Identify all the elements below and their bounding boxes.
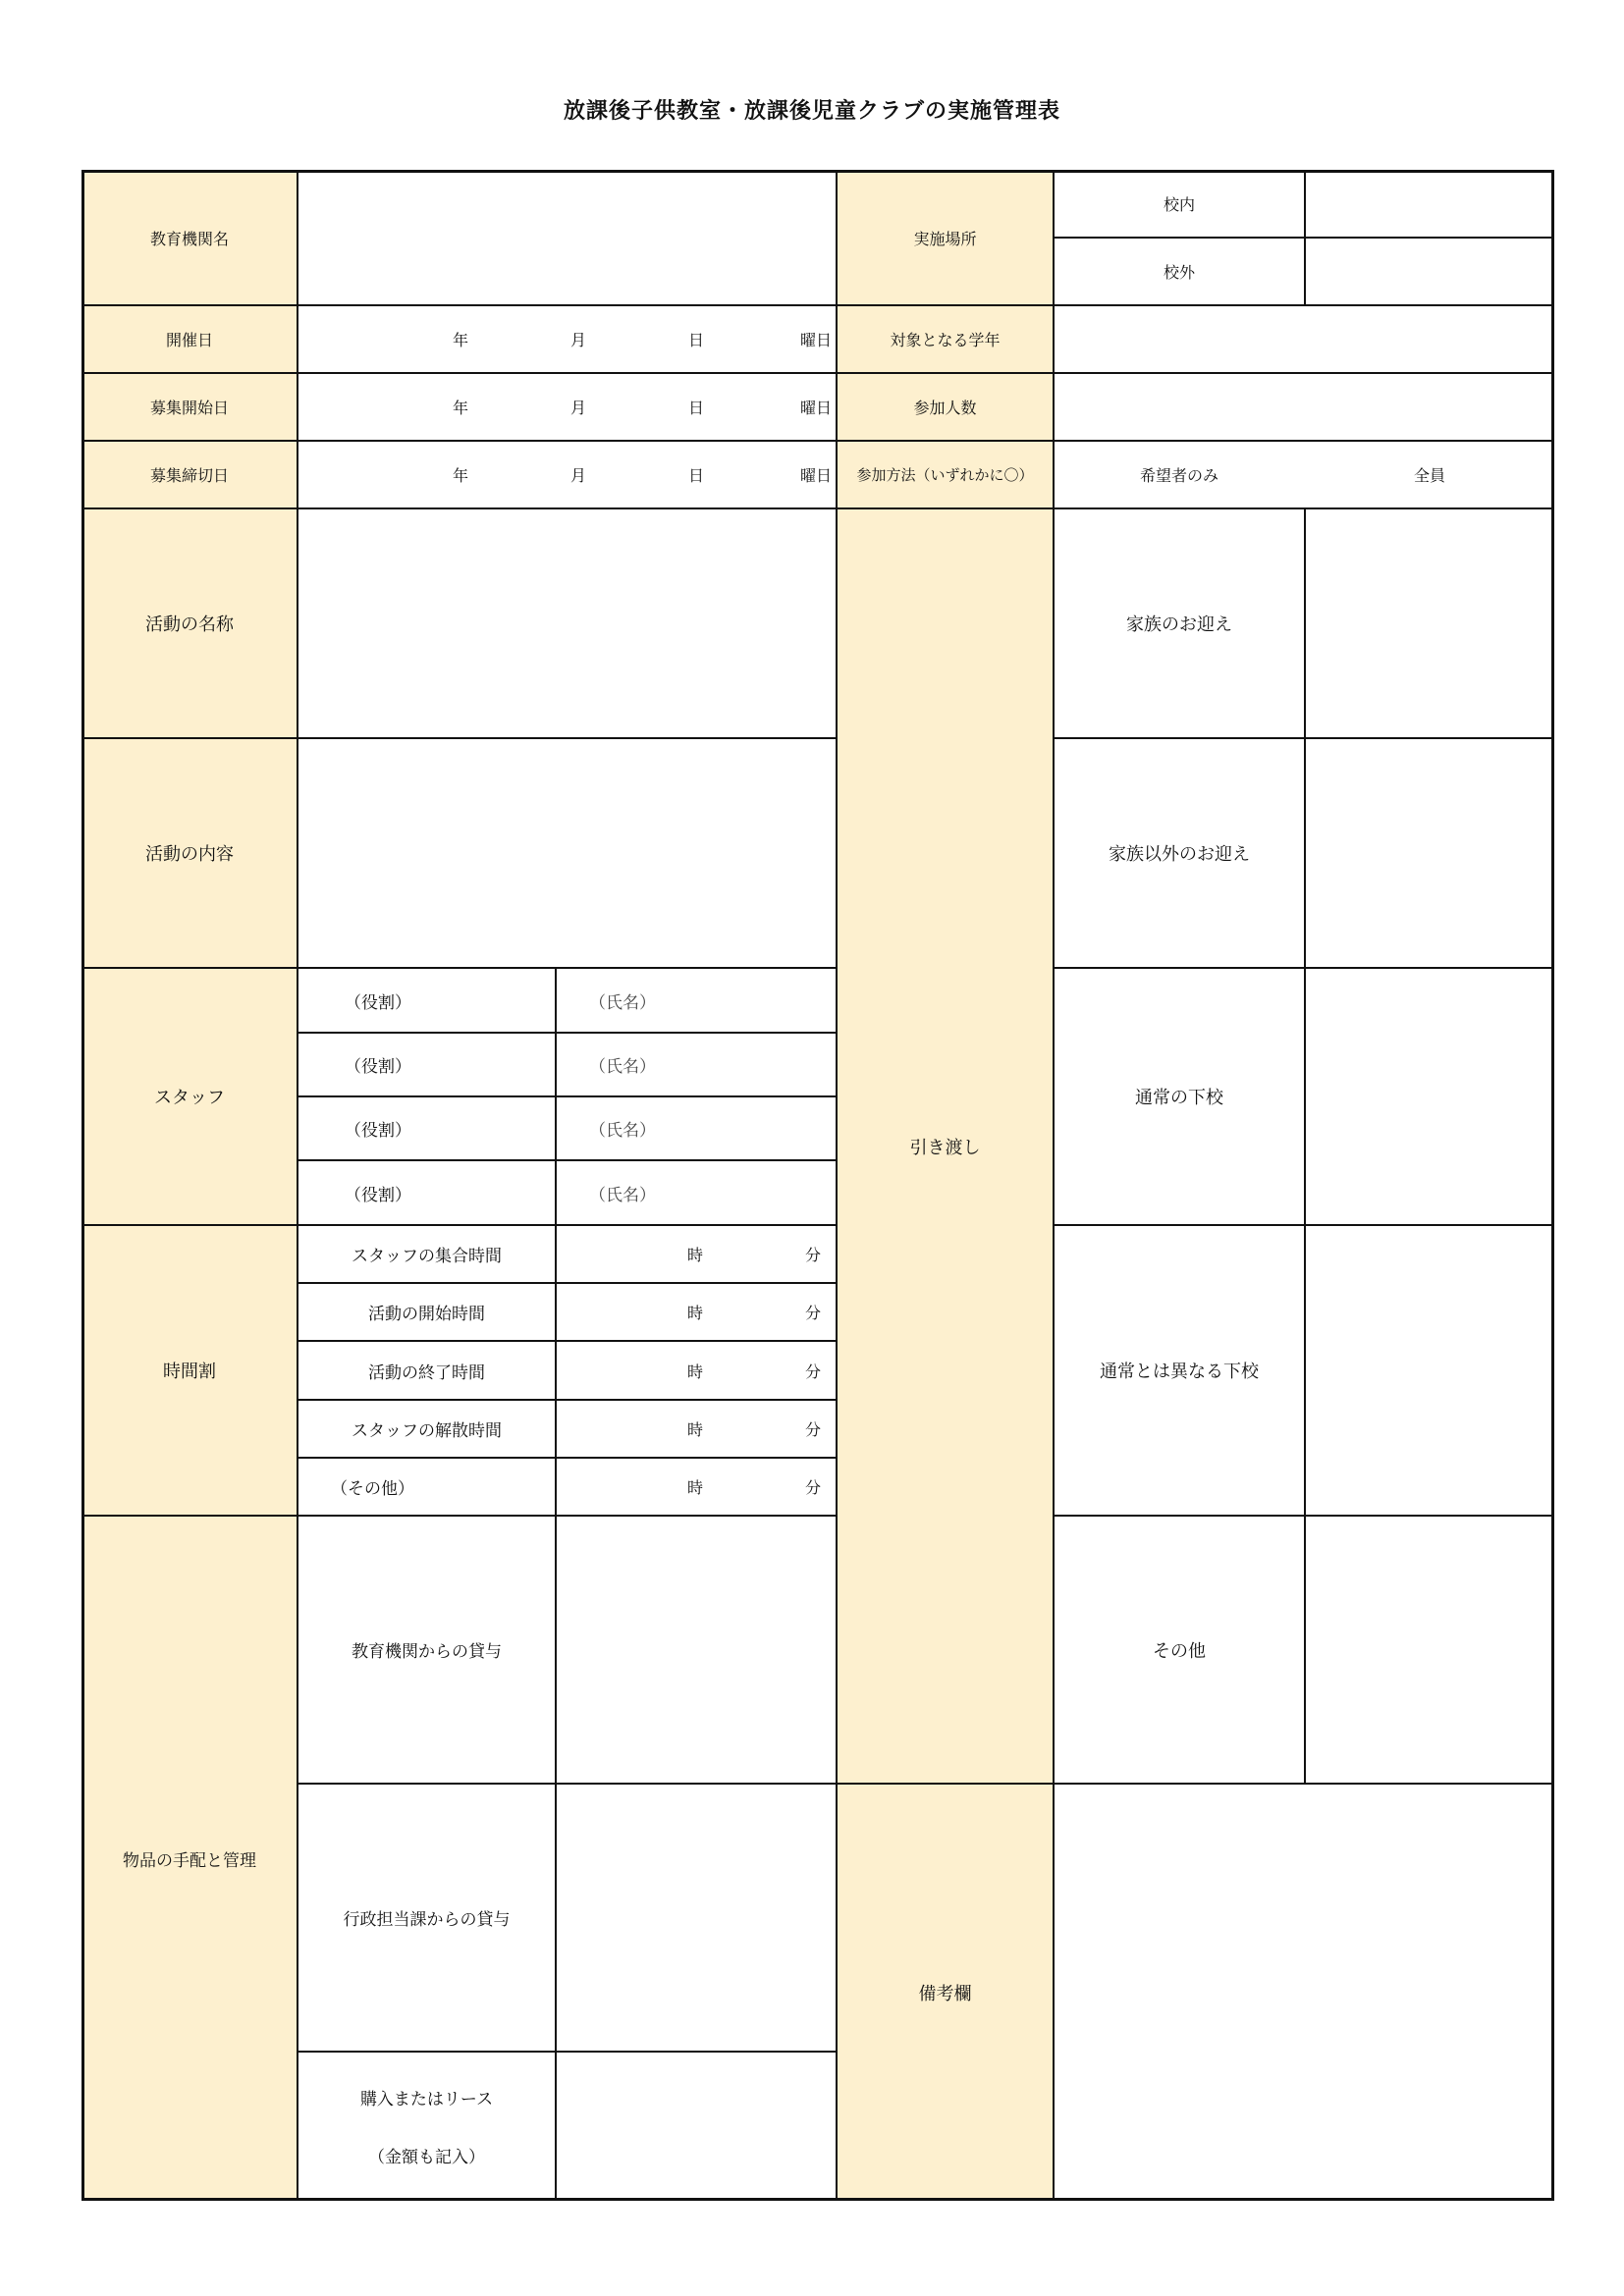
venue-label: 実施場所 <box>837 170 1054 305</box>
target-grade-field[interactable] <box>1054 305 1554 373</box>
grid-line <box>298 1159 837 1161</box>
month-unit: 月 <box>570 399 587 417</box>
grid-line <box>1054 1224 1554 1226</box>
grid-line <box>81 1515 837 1517</box>
venue-in-school-label: 校内 <box>1054 170 1305 238</box>
time-input[interactable] <box>556 1341 837 1400</box>
remarks-field[interactable] <box>1054 1784 1554 2201</box>
staff-role-field[interactable]: （役割） <box>298 1096 556 1160</box>
remarks-label: 備考欄 <box>837 1784 1054 2201</box>
normal-dismissal-field[interactable] <box>1305 968 1554 1225</box>
management-sheet <box>81 170 1554 2201</box>
minute-unit: 分 <box>805 1362 822 1381</box>
hour-unit: 時 <box>687 1304 704 1322</box>
weekday-unit: 曜日 <box>800 331 833 349</box>
grid-line <box>298 1032 837 1034</box>
day-unit: 日 <box>688 331 705 349</box>
grid-line <box>1304 508 1306 1784</box>
time-input[interactable] <box>556 1225 837 1283</box>
grid-line <box>836 170 838 2201</box>
grid-line <box>81 372 1554 374</box>
grid-line <box>298 1282 837 1284</box>
staff-name-field[interactable]: （氏名） <box>556 1096 837 1160</box>
activity-content-label: 活動の内容 <box>81 738 298 968</box>
grid-line <box>1054 237 1554 239</box>
time-row-label: （その他） <box>298 1458 556 1516</box>
time-row-label: 活動の開始時間 <box>298 1283 556 1341</box>
year-unit: 年 <box>453 399 469 417</box>
staff-name-field[interactable]: （氏名） <box>556 968 837 1033</box>
time-row-label: 活動の終了時間 <box>298 1341 556 1400</box>
admin-loan-label: 行政担当課からの貸与 <box>298 1784 556 2052</box>
grid-line <box>81 440 1554 442</box>
method-all-option[interactable]: 全員 <box>1305 441 1554 508</box>
hour-unit: 時 <box>687 1478 704 1497</box>
grid-line <box>555 968 557 2201</box>
hour-unit: 時 <box>687 1362 704 1381</box>
minute-unit: 分 <box>805 1246 822 1264</box>
grid-line <box>1054 737 1554 739</box>
activity-content-field[interactable] <box>298 738 837 968</box>
institution-loan-label: 教育機関からの貸与 <box>298 1516 556 1784</box>
nonfamily-pickup-field[interactable] <box>1305 738 1554 968</box>
other-label: その他 <box>1054 1516 1305 1784</box>
time-input[interactable] <box>556 1458 837 1516</box>
timetable-label: 時間割 <box>81 1225 298 1516</box>
time-input[interactable] <box>556 1400 837 1458</box>
month-unit: 月 <box>570 331 587 349</box>
grid-line <box>1054 1515 1554 1517</box>
grid-line <box>1053 170 1055 2201</box>
staff-name-field[interactable]: （氏名） <box>556 1033 837 1096</box>
grid-line <box>298 1457 837 1459</box>
participation-method-label: 参加方法（いずれかに〇） <box>837 441 1054 508</box>
purchase-field[interactable] <box>556 2052 837 2201</box>
grid-line <box>298 1095 837 1097</box>
target-grade-label: 対象となる学年 <box>837 305 1054 373</box>
participants-label: 参加人数 <box>837 373 1054 441</box>
weekday-unit: 曜日 <box>800 399 833 417</box>
day-unit: 日 <box>688 399 705 417</box>
hour-unit: 時 <box>687 1420 704 1439</box>
grid-line <box>81 1224 837 1226</box>
grid-line <box>81 304 1554 306</box>
venue-in-school-field[interactable] <box>1305 170 1554 238</box>
grid-line <box>298 1340 837 1342</box>
participants-field[interactable] <box>1054 373 1554 441</box>
institution-name-label: 教育機関名 <box>81 170 298 305</box>
grid-line <box>81 967 837 969</box>
hour-unit: 時 <box>687 1246 704 1264</box>
year-unit: 年 <box>453 331 469 349</box>
staff-role-field[interactable]: （役割） <box>298 1033 556 1096</box>
staff-role-field[interactable]: （役割） <box>298 1160 556 1225</box>
grid-line <box>298 1399 837 1401</box>
event-date-field[interactable] <box>298 305 837 373</box>
event-date-label: 開催日 <box>81 305 298 373</box>
month-unit: 月 <box>570 466 587 485</box>
recruit-end-label: 募集締切日 <box>81 441 298 508</box>
time-input[interactable] <box>556 1283 837 1341</box>
purchase-label-cell <box>298 2052 556 2201</box>
minute-unit: 分 <box>805 1420 822 1439</box>
grid-line <box>81 737 837 739</box>
institution-name-field[interactable] <box>298 170 837 305</box>
grid-line <box>298 1783 1554 1785</box>
recruit-end-field[interactable] <box>298 441 837 508</box>
supplies-label: 物品の手配と管理 <box>81 1516 298 2201</box>
nonfamily-pickup-label: 家族以外のお迎え <box>1054 738 1305 968</box>
purchase-note: （金額も記入） <box>368 2148 485 2167</box>
institution-loan-field[interactable] <box>556 1516 837 1784</box>
activity-name-field[interactable] <box>298 508 837 738</box>
day-unit: 日 <box>688 466 705 485</box>
method-applicants-option[interactable]: 希望者のみ <box>1054 441 1305 508</box>
grid-line <box>1054 967 1554 969</box>
minute-unit: 分 <box>805 1478 822 1497</box>
handover-label: 引き渡し <box>837 508 1054 1784</box>
normal-dismissal-label: 通常の下校 <box>1054 968 1305 1225</box>
recruit-start-label: 募集開始日 <box>81 373 298 441</box>
staff-label: スタッフ <box>81 968 298 1225</box>
irregular-dismissal-field[interactable] <box>1305 1225 1554 1516</box>
irregular-dismissal-label: 通常とは異なる下校 <box>1054 1225 1305 1516</box>
admin-loan-field[interactable] <box>556 1784 837 2052</box>
grid-line <box>81 507 1554 509</box>
venue-outside-school-label: 校外 <box>1054 238 1305 305</box>
time-row-label: スタッフの解散時間 <box>298 1400 556 1458</box>
recruit-start-field[interactable] <box>298 373 837 441</box>
grid-line <box>298 2051 837 2053</box>
family-pickup-label: 家族のお迎え <box>1054 508 1305 738</box>
time-row-label: スタッフの集合時間 <box>298 1225 556 1283</box>
minute-unit: 分 <box>805 1304 822 1322</box>
venue-outside-school-field[interactable] <box>1305 238 1554 305</box>
page-title: 放課後子供教室・放課後児童クラブの実施管理表 <box>563 99 1060 124</box>
family-pickup-field[interactable] <box>1305 508 1554 738</box>
weekday-unit: 曜日 <box>800 466 833 485</box>
year-unit: 年 <box>453 466 469 485</box>
purchase-label: 購入またはリース <box>359 2090 494 2109</box>
staff-name-field[interactable]: （氏名） <box>556 1160 837 1225</box>
activity-name-label: 活動の名称 <box>81 508 298 738</box>
other-field[interactable] <box>1305 1516 1554 1784</box>
grid-line <box>297 170 298 2201</box>
staff-role-field[interactable]: （役割） <box>298 968 556 1033</box>
